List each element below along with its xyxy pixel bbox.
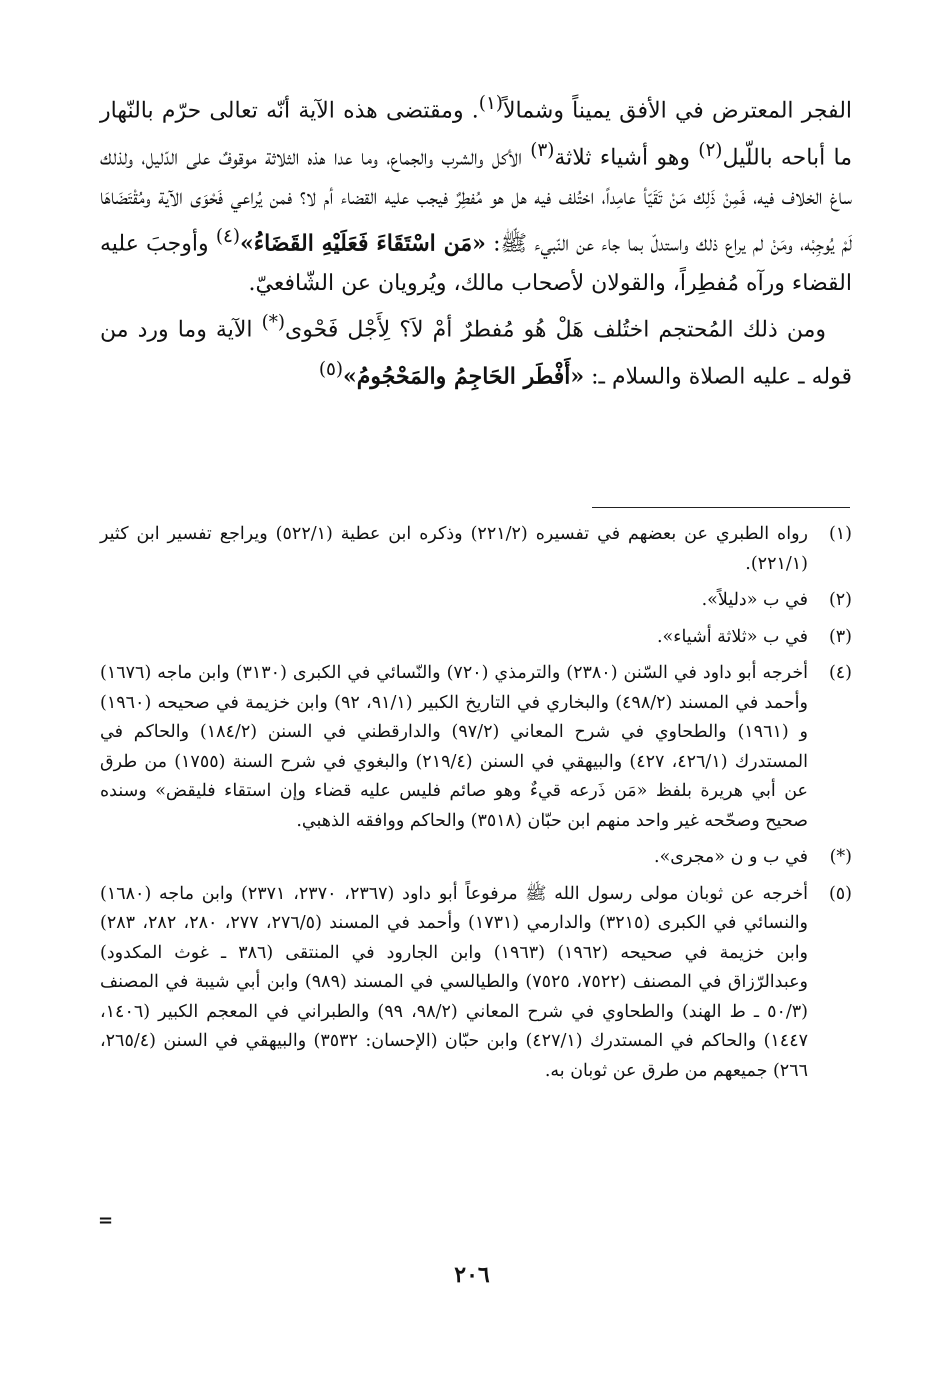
paragraph-1 <box>100 84 852 303</box>
footnote <box>100 880 852 1087</box>
text-run: ومن ذلك المُحتجم اختُلف هَلْ هُو مُفطرٌ أمْ لاَ؟ لِأَجْل فَحْوى <box>285 317 826 343</box>
footnote-ref: (٣) <box>530 139 555 161</box>
footnote-ref: (٤) <box>215 226 240 248</box>
footnote-number: (١) <box>828 524 852 544</box>
hadith-quote: «مَن اسْتَقَاءَ فَعَلَيْهِ القَضَاءُ» <box>239 230 486 257</box>
footnote-text: في ب «ثلاثة أشياء». <box>656 626 808 647</box>
footnote-ref: (٥) <box>318 359 343 381</box>
footnote <box>100 623 852 653</box>
footnote <box>100 520 852 579</box>
footnote-text: أخرجه أبو داود في السّنن (٢٣٨٠) والترمذي (٧٢٠) والنّسائي في الكبرى (٣١٣٠) وابن ماجه (١٦٧٦) وأحمد في المسند (٤٩٨/٢) والبخاري في التاريخ الكبير (٩١/١، ٩٢) وابن خزيمة في صحيحه (١٩٦٠) و (١٩٦١) والطحاوي في شرح المعاني (٩٧/٢) والدارقطني في السنن (١٨٤/٢) والحاكم في المستدرك (٤٢٦/١، ٤٢٧) والبيهقي في السنن (٢١٩/٤) والبغوي في شرح السنة (١٧٥٥) من طرق عن أبي هريرة بلفظ «مَن ذَرعه قيءٌ وهو صائم فليس عليه قضاء وإن استقاء فليقض» وسنده صحيح وصحّحه غير واحد منهم ابن حبّان (٣٥١٨) والحاكم ووافقه الذهبي. <box>100 663 809 831</box>
footnote-divider <box>592 507 850 508</box>
footnote-number: (٢) <box>828 590 852 610</box>
footnote <box>100 659 852 836</box>
text-run: . ومقتضى هذه الآية أنّه تعالى حرّم بالنّهار ما أباحه باللّيل <box>100 98 852 171</box>
footnote-text: في ب «دليلاً». <box>701 590 808 610</box>
continuation-mark: = <box>98 1210 114 1231</box>
footnote-ref: (٢) <box>698 139 723 161</box>
footnote-ref: (*) <box>261 312 286 334</box>
footnote <box>100 843 852 873</box>
text-run: الفجر المعترض في الأفق يميناً وشمالاً <box>502 98 853 124</box>
footnote <box>100 586 852 616</box>
footnote-number: (٣) <box>828 626 852 647</box>
footnote-number: (٥) <box>828 883 852 904</box>
footnote-ref: (١) <box>478 93 503 114</box>
text-run: وهو أشياء ثلاثة <box>554 145 699 171</box>
footnotes-section <box>100 520 852 1093</box>
text-run: الأكل والشرب والجماع، وما عدا هذه الثلاثة موقوفٌ على الدّليل، ولذلك ساغ الخلاف فيه، فَمِنْ ذَلِك مَنْ تَقَيّأ عامِداً، اختُلف فيه هل هو مُفطِرٌ فيجب عليه القضاء أم لا؟ فمن يُراعي فَحْوَى الآية ومُقْتَضَاهَا لَمْ يُوجِبْه، ومَنْ لم يراع ذلك واستدلّ بما جاء عن النّبيء ﷺ: <box>100 145 852 257</box>
footnote-text: أخرجه عن ثوبان مولى رسول الله ﷺ مرفوعاً أبو داود (٢٣٦٧، ٢٣٧٠، ٢٣٧١) وابن ماجه (١٦٨٠) والنسائي في الكبرى (٣٢١٥) والدارمي (١٧٣١) وأحمد في المسند (٢٧٦/٥، ٢٧٧، ٢٨٠، ٢٨٢، ٢٨٣) وابن خزيمة في صحيحه (١٩٦٢) (١٩٦٣) وابن الجارود في المنتقى (٣٨٦ ـ غوث المكدود) وعبدالرّزاق في المصنف (٧٥٢٢، ٧٥٢٥) والطيالسي في المسند (٩٨٩) وابن أبي شيبة في المصنف (٥٠/٣ ـ ط الهند) والطحاوي في شرح المعاني (٩٨/٢، ٩٩) والطبراني في المعجم الكبير (١٤٠٦، ١٤٤٧) والحاكم في المستدرك (٤٢٧/١) وابن حبّان (الإحسان: ٣٥٣٢) والبيهقي في السنن (٢٦٥/٤، ٢٦٦) جميعهم من طرق عن ثوبان به. <box>100 883 809 1081</box>
footnote-number: (٤) <box>828 663 852 683</box>
text-run: الآية وما ورد من قوله ـ عليه الصلاة والسلام ـ: <box>100 317 852 390</box>
main-text <box>100 84 852 397</box>
footnote-number: (*) <box>829 847 852 867</box>
page-number: ٢٠٦ <box>454 1262 490 1288</box>
text-run: وأوجبَ عليه القضاء ورآه مُفطِراً، والقولان لأصحاب مالك، ويُرويان عن الشّافعيّ. <box>100 231 852 296</box>
hadith-quote: «أَفْطَر الحَاجِمُ والمَحْجُومُ» <box>343 363 585 390</box>
paragraph-2 <box>100 303 852 397</box>
footnote-text: رواه الطبري عن بعضهم في تفسيره (٢٢١/٢) وذكره ابن عطية (٥٢٢/١) ويراجع تفسير ابن كثير (٢٢١/١). <box>100 524 808 574</box>
footnote-text: في ب و ن «مجرى». <box>654 847 808 867</box>
